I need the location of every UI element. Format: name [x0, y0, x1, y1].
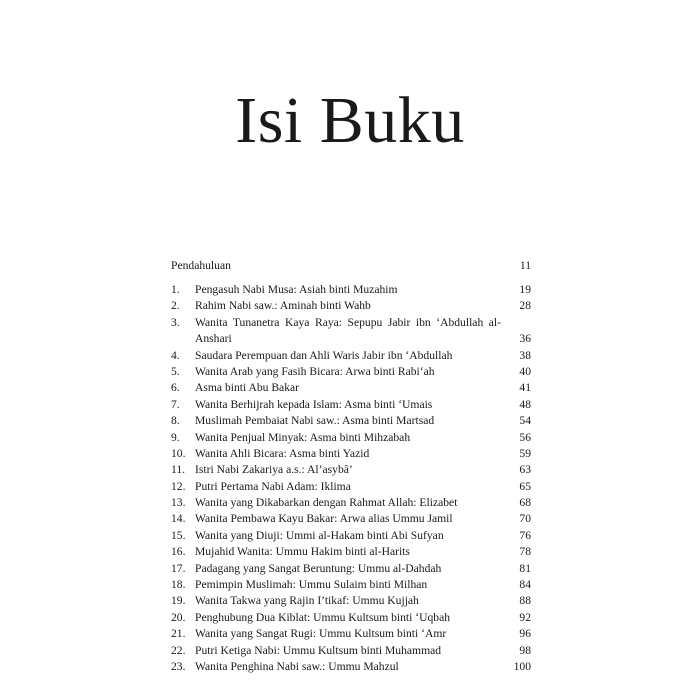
toc-entry-title: Padagang yang Sangat Beruntung: Ummu al-Dahdah — [195, 561, 442, 575]
toc-entry-page: 68 — [519, 496, 531, 510]
toc-entry-title: Wanita Penjual Minyak: Asma binti Mihzabah — [195, 430, 411, 444]
toc-entry-number: 23. — [171, 660, 186, 673]
toc-entry-number: 12. — [171, 479, 186, 493]
toc-entry — [171, 495, 531, 511]
toc-entry-title: Wanita Penghina Nabi saw.: Ummu Mahzul — [195, 660, 399, 673]
toc-entry — [171, 479, 531, 495]
toc-entry-number: 3. — [171, 315, 180, 329]
toc-entry-title: Wanita yang Diuji: Ummi al-Hakam binti Abi Sufyan — [195, 528, 444, 542]
toc-entry — [171, 511, 531, 527]
toc-entry-page: 65 — [519, 479, 531, 493]
toc-entry — [171, 462, 531, 478]
toc-entry-page: 63 — [519, 463, 531, 477]
toc-entry — [171, 593, 531, 609]
toc-entry-number: 22. — [171, 643, 186, 657]
toc-entry-page: 28 — [519, 299, 531, 313]
toc-entry — [171, 659, 531, 675]
toc-entry — [171, 397, 531, 413]
toc-entry-page: 88 — [519, 594, 531, 608]
toc-entry-title: Penghubung Dua Kiblat: Ummu Kultsum binti ‘Uqbah — [195, 610, 451, 624]
toc-entry-page: 96 — [519, 627, 531, 641]
toc-entry-page: 100 — [513, 659, 531, 673]
toc-entry-page: 78 — [519, 545, 531, 559]
toc-entry — [171, 364, 531, 380]
toc-entry-number: 17. — [171, 561, 186, 575]
toc-entry-title: Rahim Nabi saw.: Aminah binti Wahb — [195, 299, 371, 313]
toc-entry-title: Putri Ketiga Nabi: Ummu Kultsum binti Muhammad — [195, 643, 442, 657]
toc-intro-page: 11 — [519, 259, 531, 272]
toc-entry — [171, 561, 531, 577]
toc-entry-page: 19 — [519, 282, 531, 296]
toc-entry-number: 4. — [171, 348, 180, 362]
toc-entry-number: 20. — [171, 610, 186, 624]
toc-entry-page: 81 — [519, 561, 531, 575]
toc-entry-page: 84 — [519, 578, 531, 592]
toc-entry-title: Wanita Takwa yang Rajin I’tikaf: Ummu Kujjah — [195, 594, 419, 608]
toc-entry-number: 7. — [171, 397, 180, 411]
toc-entry-title: Wanita Pembawa Kayu Bakar: Arwa alias Ummu Jamil — [195, 512, 453, 526]
toc-entry-number: 21. — [171, 627, 186, 641]
toc-entry-title: Wanita yang Sangat Rugi: Ummu Kultsum binti ‘Amr — [195, 627, 447, 641]
toc-entry-title: Pemimpin Muslimah: Ummu Sulaim binti Milhan — [195, 578, 428, 592]
toc-entry — [171, 610, 531, 626]
toc-entry — [171, 380, 531, 396]
toc-entry-number: 2. — [171, 299, 180, 313]
toc-entry-title: Mujahid Wanita: Ummu Hakim binti al-Harits — [195, 545, 410, 559]
toc-entry-title: Saudara Perempuan dan Ahli Waris Jabir ibn ‘Abdullah — [195, 348, 453, 362]
toc-entry-page: 59 — [519, 446, 531, 460]
toc-entry-number: 10. — [171, 446, 186, 460]
toc-entry-page: 92 — [519, 610, 531, 624]
toc-entry-title: Asma binti Abu Bakar — [195, 381, 300, 395]
toc-entry-page: 41 — [519, 381, 531, 395]
toc-entry-title: Wanita Ahli Bicara: Asma binti Yazid — [195, 446, 370, 460]
toc-entry — [171, 544, 531, 560]
toc-entry-page: 48 — [519, 397, 531, 411]
toc-entry — [171, 298, 531, 314]
toc-entry — [171, 315, 531, 348]
toc-entry-number: 19. — [171, 594, 186, 608]
toc-entry-title: Wanita Tunanetra Kaya Raya: Sepupu Jabir ibn ‘Abdullah al-Anshari — [195, 315, 501, 346]
toc-entry — [171, 430, 531, 446]
toc-entry-page: 40 — [519, 364, 531, 378]
toc-entry-page: 98 — [519, 643, 531, 657]
toc-entry-number: 11. — [171, 463, 186, 477]
toc-entry-page: 54 — [519, 414, 531, 428]
toc-entry-title: Wanita Arab yang Fasih Bicara: Arwa binti Rabi‘ah — [195, 364, 435, 378]
toc-entry-title: Pengasuh Nabi Musa: Asiah binti Muzahim — [195, 283, 398, 296]
toc-entry — [171, 528, 531, 544]
toc-entry-page: 36 — [519, 332, 531, 346]
toc-entry-number: 9. — [171, 430, 180, 444]
toc-entry — [171, 577, 531, 593]
toc-entry-number: 15. — [171, 528, 186, 542]
toc-entry-page: 56 — [519, 430, 531, 444]
toc-entry — [171, 643, 531, 659]
page-title: Isi Buku — [235, 84, 465, 157]
toc-entry-title: Putri Pertama Nabi Adam: Iklima — [195, 479, 351, 493]
toc-entry-page: 70 — [519, 512, 531, 526]
toc-entry-page: 76 — [519, 528, 531, 542]
toc-entry — [171, 446, 531, 462]
toc-entry-number: 6. — [171, 381, 180, 395]
table-of-contents — [171, 258, 531, 675]
toc-entry — [171, 626, 531, 642]
toc-entry-number: 5. — [171, 364, 180, 378]
toc-entry-number: 14. — [171, 512, 186, 526]
toc-entry-title: Istri Nabi Zakariya a.s.: Al’asybâ’ — [195, 463, 353, 477]
toc-entry — [171, 348, 531, 364]
toc-entry-number: 8. — [171, 414, 180, 428]
toc-entry — [171, 413, 531, 429]
toc-intro-title: Pendahuluan — [171, 259, 231, 272]
toc-entry-page: 38 — [519, 348, 531, 362]
toc-entry-number: 1. — [171, 283, 180, 296]
toc-entry-title: Muslimah Pembaiat Nabi saw.: Asma binti Martsad — [195, 414, 435, 428]
toc-entry — [171, 282, 531, 298]
toc-entry-number: 13. — [171, 496, 186, 510]
toc-entry-title: Wanita yang Dikabarkan dengan Rahmat Allah: Elizabet — [195, 496, 458, 510]
toc-intro-row — [171, 258, 531, 274]
toc-entry-number: 18. — [171, 578, 186, 592]
toc-entry-number: 16. — [171, 545, 186, 559]
toc-entry-title: Wanita Berhijrah kepada Islam: Asma binti ‘Umais — [195, 397, 433, 411]
